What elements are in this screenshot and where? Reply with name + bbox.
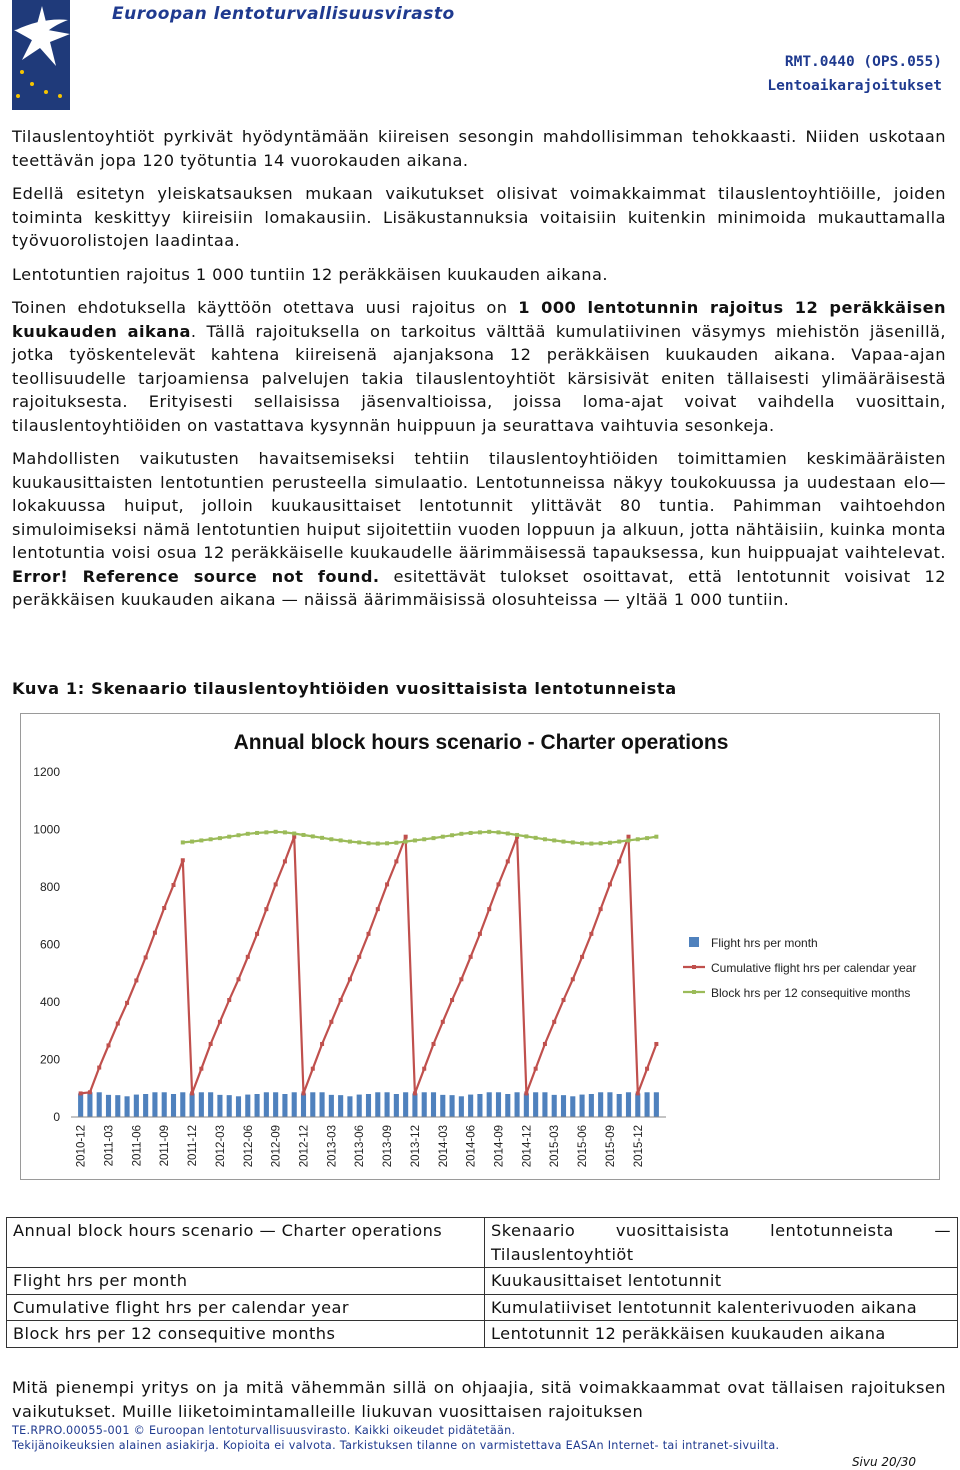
series-line (81, 837, 657, 1094)
bar (106, 1095, 111, 1117)
line-point (199, 838, 203, 842)
bar (561, 1095, 566, 1117)
table-row (7, 1268, 958, 1295)
bar (496, 1092, 501, 1117)
bar (301, 1093, 306, 1117)
line-point (571, 840, 575, 844)
table-row (7, 1321, 958, 1348)
text-run: Toinen ehdotuksella käyttöön otettava uusi rajoitus on (12, 298, 519, 317)
document-control-line: Tekijänoikeuksien alainen asiakirja. Kopioita ei valvota. Tarkistuksen tilanne on varmistettava EASAn Internet- tai intranet-sivuilta. (12, 1439, 780, 1452)
bar (310, 1092, 315, 1117)
bar (125, 1096, 130, 1117)
bar (635, 1093, 640, 1117)
copyright-line: TE.RPRO.00055-001 © Euroopan lentoturvallisuusvirasto. Kaikki oikeudet pidätetään. (12, 1424, 516, 1437)
line-point (487, 907, 491, 911)
bar (654, 1092, 659, 1117)
line-point (627, 835, 631, 839)
x-tick-label: 2014-12 (521, 1125, 534, 1168)
body-text (12, 125, 946, 622)
paragraph (12, 296, 946, 437)
glossary-table (6, 1217, 958, 1348)
bar (385, 1092, 390, 1117)
figure-caption: Kuva 1: Skenaario tilauslentoyhtiöiden vuosittaisista lentotunneista (12, 679, 677, 698)
bar (450, 1095, 455, 1117)
bar (227, 1095, 232, 1117)
footer (12, 1423, 946, 1453)
table-cell: Flight hrs per month (7, 1268, 485, 1295)
bar (487, 1092, 492, 1117)
line-point (580, 955, 584, 959)
line-point (413, 1091, 417, 1095)
bar (347, 1096, 352, 1117)
line-point (367, 932, 371, 936)
line-point (320, 836, 324, 840)
x-tick-label: 2011-12 (187, 1125, 200, 1167)
bar (617, 1094, 622, 1117)
line-point (134, 978, 138, 982)
legend-label: Block hrs per 12 consequitive months (711, 986, 911, 1000)
bar (394, 1094, 399, 1117)
x-tick-label: 2015-09 (604, 1125, 617, 1168)
line-point (209, 1042, 213, 1046)
line-point (283, 830, 287, 834)
line-point (524, 1091, 528, 1095)
paragraph: Lentotuntien rajoitus 1 000 tuntiin 12 peräkkäisen kuukauden aikana. (12, 264, 608, 284)
line-point (552, 1020, 556, 1024)
bar (273, 1092, 278, 1117)
bar (431, 1092, 436, 1117)
x-tick-label: 2014-09 (493, 1125, 506, 1168)
table-cell: Kumulatiiviset lentotunnit kalenterivuoden aikana (485, 1294, 958, 1321)
x-tick-label: 2015-06 (577, 1125, 590, 1168)
bar (190, 1093, 195, 1117)
bar (282, 1094, 287, 1117)
text-run: . Tällä rajoituksella on tarkoitus välttää kumulatiivinen väsymys miehistön jäsenillä, jotka työskentelevät kahtena kiireisenä ajanjaksona 12 peräkkäisen kuukauden aikana. Vapaa-ajan teollisuudelle tarjoamiensa palvelujen takia tilauslentoyhtiöt kärsisivät eniten tällaisesti ylimääräisestä rajoituksesta. Erityisesti sellaisissa jäsenvaltioissa, joissa loma-ajat voivat vaihdella vuosittain, tilauslentoyhtiöiden on vastattava kysynnän huippuun ja seurattava vaihtuvia sesonkeja. (12, 321, 946, 435)
line-point (107, 1043, 111, 1047)
chart-frame (20, 713, 940, 1180)
line-point (562, 998, 566, 1002)
line-point (97, 1066, 101, 1070)
chart-title: Annual block hours scenario - Charter operations (233, 731, 729, 754)
line-point (441, 1020, 445, 1024)
reference-code: RMT.0440 (OPS.055) (784, 54, 942, 70)
line-point (450, 998, 454, 1002)
line-point (562, 840, 566, 844)
y-tick-label: 0 (53, 1110, 60, 1124)
line-point (283, 859, 287, 863)
legend-label: Cumulative flight hrs per calendar year (711, 961, 917, 975)
bar (292, 1092, 297, 1117)
bar (607, 1092, 612, 1117)
y-tick-label: 1000 (33, 822, 60, 837)
chart-legend (683, 936, 916, 1000)
bar (357, 1095, 362, 1117)
table-cell: Kuukausittaiset lentotunnit (485, 1268, 958, 1295)
line-point (636, 1091, 640, 1095)
line-point (181, 858, 185, 862)
x-tick-label: 2012-12 (298, 1125, 311, 1168)
line-point (218, 1020, 222, 1024)
bar (320, 1092, 325, 1117)
line-point (432, 1042, 436, 1046)
line-point (599, 841, 603, 845)
line-point (255, 932, 259, 936)
y-tick-label: 200 (39, 1052, 60, 1067)
line-point (608, 882, 612, 886)
bar (515, 1092, 520, 1117)
line-point (469, 831, 473, 835)
table-row (7, 1294, 958, 1321)
bar (217, 1095, 222, 1117)
bar (245, 1095, 250, 1117)
reference-subject: Lentoaikarajoitukset (767, 78, 942, 94)
line-point (645, 836, 649, 840)
y-tick-label: 1200 (33, 765, 60, 779)
line-point (404, 835, 408, 839)
line-point (274, 830, 278, 834)
line-point (413, 838, 417, 842)
y-tick-label: 800 (39, 880, 60, 894)
line-point (246, 832, 250, 836)
bar (366, 1094, 371, 1117)
line-point (329, 837, 333, 841)
line-point (79, 1091, 83, 1095)
annual-block-hours-chart (21, 714, 939, 1179)
bar (152, 1092, 157, 1117)
line-point (450, 833, 454, 837)
line-point (515, 833, 519, 837)
bar (412, 1093, 417, 1117)
line-point (543, 1042, 547, 1046)
line-point (116, 1022, 120, 1026)
line-point (302, 833, 306, 837)
x-axis (71, 1117, 666, 1167)
bar (162, 1092, 167, 1117)
bar (524, 1093, 529, 1117)
table-cell: Cumulative flight hrs per calendar year (7, 1294, 485, 1321)
line-point (459, 977, 463, 981)
line-point (320, 1042, 324, 1046)
bar (552, 1095, 557, 1117)
line-point (645, 1067, 649, 1071)
line-point (274, 882, 278, 886)
line-point (329, 1020, 333, 1024)
bar (589, 1094, 594, 1117)
line-point (608, 841, 612, 845)
x-tick-label: 2013-06 (354, 1125, 367, 1168)
bar (78, 1093, 83, 1117)
reference-error-text: Error! Reference source not found. (12, 566, 380, 586)
line-point (237, 977, 241, 981)
line-point (580, 841, 584, 845)
line-point (627, 838, 631, 842)
line-point (654, 835, 658, 839)
line-point (237, 833, 241, 837)
line-point (348, 840, 352, 844)
bar (134, 1095, 139, 1117)
table-row (7, 1218, 958, 1268)
table-cell: Annual block hours scenario — Charter operations (7, 1218, 485, 1268)
x-tick-label: 2014-03 (437, 1125, 450, 1168)
bold-text-run: 1 000 lentotunnin rajoitus 12 peräkkäisen kuukauden aikana (12, 298, 946, 341)
y-tick-label: 600 (39, 937, 60, 952)
legend-label: Flight hrs per month (711, 936, 818, 950)
line-point (617, 840, 621, 844)
line-point (302, 1091, 306, 1095)
bar (626, 1092, 631, 1117)
bar (403, 1092, 408, 1117)
x-tick-label: 2011-03 (103, 1125, 116, 1167)
line-point (255, 831, 259, 835)
line-point (357, 955, 361, 959)
bar (97, 1092, 102, 1117)
bar (143, 1094, 148, 1117)
line-point (292, 832, 296, 836)
bar (264, 1092, 269, 1117)
line-point (348, 977, 352, 981)
line-point (543, 837, 547, 841)
line-series (79, 830, 659, 1096)
y-axis (33, 765, 60, 1124)
x-tick-label: 2011-09 (159, 1125, 172, 1167)
line-point (88, 1090, 92, 1094)
bar-series (78, 1092, 659, 1117)
page-number: Sivu 20/30 (851, 1455, 916, 1469)
line-point (506, 859, 510, 863)
line-point (218, 836, 222, 840)
bar (533, 1092, 538, 1117)
bar (570, 1096, 575, 1117)
line-point (394, 859, 398, 863)
line-point (432, 836, 436, 840)
line-point (339, 998, 343, 1002)
line-point (227, 835, 231, 839)
x-tick-label: 2012-03 (214, 1125, 227, 1168)
line-point (376, 907, 380, 911)
line-point (209, 837, 213, 841)
line-point (144, 955, 148, 959)
line-point (367, 841, 371, 845)
line-point (264, 830, 268, 834)
line-point (469, 955, 473, 959)
legend-marker (692, 965, 696, 969)
line-point (534, 836, 538, 840)
line-point (422, 1067, 426, 1071)
bar (645, 1092, 650, 1117)
line-point (422, 837, 426, 841)
legend-marker (692, 990, 696, 994)
line-point (190, 1091, 194, 1095)
text-run: esitettävät tulokset osoittavat, että lentotunnit voisivat 12 peräkkäisen kuukauden aikana — näissä äärimmäisissä olosuhteissa — yltää 1 000 tuntiin. (12, 566, 947, 609)
line-point (394, 841, 398, 845)
bar (115, 1095, 120, 1117)
line-point (311, 834, 315, 838)
line-point (125, 1001, 129, 1005)
table-cell: Block hrs per 12 consequitive months (7, 1321, 485, 1348)
bar (329, 1095, 334, 1117)
bar (199, 1092, 204, 1117)
bar (542, 1092, 547, 1117)
line-point (497, 882, 501, 886)
agency-name: Euroopan lentoturvallisuusvirasto (112, 4, 455, 24)
line-point (385, 882, 389, 886)
line-point (506, 832, 510, 836)
bar (338, 1095, 343, 1117)
line-point (589, 842, 593, 846)
line-point (636, 837, 640, 841)
bar (236, 1096, 241, 1117)
line-point (552, 838, 556, 842)
line-point (589, 932, 593, 936)
paragraph: Edellä esitetyn yleiskatsauksen mukaan vaikutukset olisivat voimakkaimmat tilauslentoyhtiöille, joiden toiminta keskittyy kiireisiin lomakausiin. Lisäkustannuksia voitaisiin kuitenkin minimoida mukauttamalla työvuorolistojen laadintaa. (12, 184, 946, 250)
line-point (571, 977, 575, 981)
x-tick-label: 2012-09 (270, 1125, 283, 1168)
bar (375, 1092, 380, 1117)
x-tick-label: 2014-06 (465, 1125, 478, 1168)
bar (468, 1095, 473, 1117)
line-point (311, 1067, 315, 1071)
bar (459, 1096, 464, 1117)
line-point (534, 1067, 538, 1071)
bar (180, 1092, 185, 1117)
easa-logo (12, 0, 70, 110)
series-line (183, 832, 657, 844)
x-tick-label: 2013-09 (382, 1125, 395, 1168)
x-tick-label: 2012-06 (242, 1125, 255, 1168)
bar (422, 1092, 427, 1117)
x-tick-label: 2010-12 (75, 1125, 88, 1168)
line-point (190, 840, 194, 844)
line-point (181, 840, 185, 844)
line-point (172, 883, 176, 887)
line-point (441, 835, 445, 839)
star-logo-icon (12, 0, 70, 110)
text-run: Mahdollisten vaikutusten havaitsemiseksi tehtiin tilauslentoyhtiöiden toimittamien keskimääräisten kuukausittaisten lentotuntien perusteella simulaatio. Lentotunneissa näkyy toukokuussa ja uudestaan elo—lokakuussa huiput, jolloin kuukausittaiset lentotunnit ylittävät 80 tuntia. Pahimman vaihtoehdon simuloimiseksi nämä lentotuntien huiput sijoitettiin vuoden loppuun ja alkuun, jotta nähtäisiin, kuinka monta lentotuntia voisi osua 12 peräkkäiselle kuukaudelle äärimmäisessä tapauksessa, kun huippuajat vaihtelevat. (12, 449, 946, 562)
bar (208, 1092, 213, 1117)
line-point (199, 1067, 203, 1071)
paragraph: Tilauslentoyhtiöt pyrkivät hyödyntämään kiireisen sesongin mahdollisimman tehokkaasti. Niiden uskotaan teettävän jopa 120 työtuntia 14 vuorokauden aikana. (12, 127, 946, 170)
line-point (599, 907, 603, 911)
line-point (617, 859, 621, 863)
x-tick-label: 2015-03 (549, 1125, 562, 1168)
bar (580, 1095, 585, 1117)
paragraph (12, 447, 946, 612)
line-point (487, 830, 491, 834)
line-point (376, 842, 380, 846)
line-point (227, 998, 231, 1002)
bar (477, 1094, 482, 1117)
line-point (339, 838, 343, 842)
line-point (404, 840, 408, 844)
line-point (654, 1042, 658, 1046)
line-point (264, 907, 268, 911)
line-point (162, 906, 166, 910)
document-reference (767, 50, 942, 98)
bar (598, 1092, 603, 1117)
y-tick-label: 400 (39, 995, 60, 1009)
line-point (478, 932, 482, 936)
line-point (246, 955, 250, 959)
bar (505, 1094, 510, 1117)
x-tick-label: 2013-03 (326, 1125, 339, 1168)
line-point (459, 832, 463, 836)
closing-paragraph: Mitä pienempi yritys on ja mitä vähemmän sillä on ohjaajia, sitä voimakkaammat ovat tällaisen rajoituksen vaikutukset. Muille liiketoimintamalleille liukuvan vuosittaisen rajoituksen (12, 1378, 946, 1421)
line-point (385, 841, 389, 845)
table-cell: Skenaario vuosittaisista lentotunneista — Tilauslentoyhtiöt (485, 1218, 958, 1268)
table-cell: Lentotunnit 12 peräkkäisen kuukauden aikana (485, 1321, 958, 1348)
line-point (524, 834, 528, 838)
x-tick-label: 2011-06 (131, 1125, 144, 1167)
line-point (153, 931, 157, 935)
bar (87, 1092, 92, 1117)
bar (255, 1094, 260, 1117)
bar (171, 1094, 176, 1117)
x-tick-label: 2015-12 (632, 1125, 645, 1168)
bar (440, 1095, 445, 1117)
line-point (497, 830, 501, 834)
legend-swatch (689, 937, 699, 947)
x-tick-label: 2013-12 (409, 1125, 422, 1168)
line-point (478, 830, 482, 834)
line-point (357, 840, 361, 844)
